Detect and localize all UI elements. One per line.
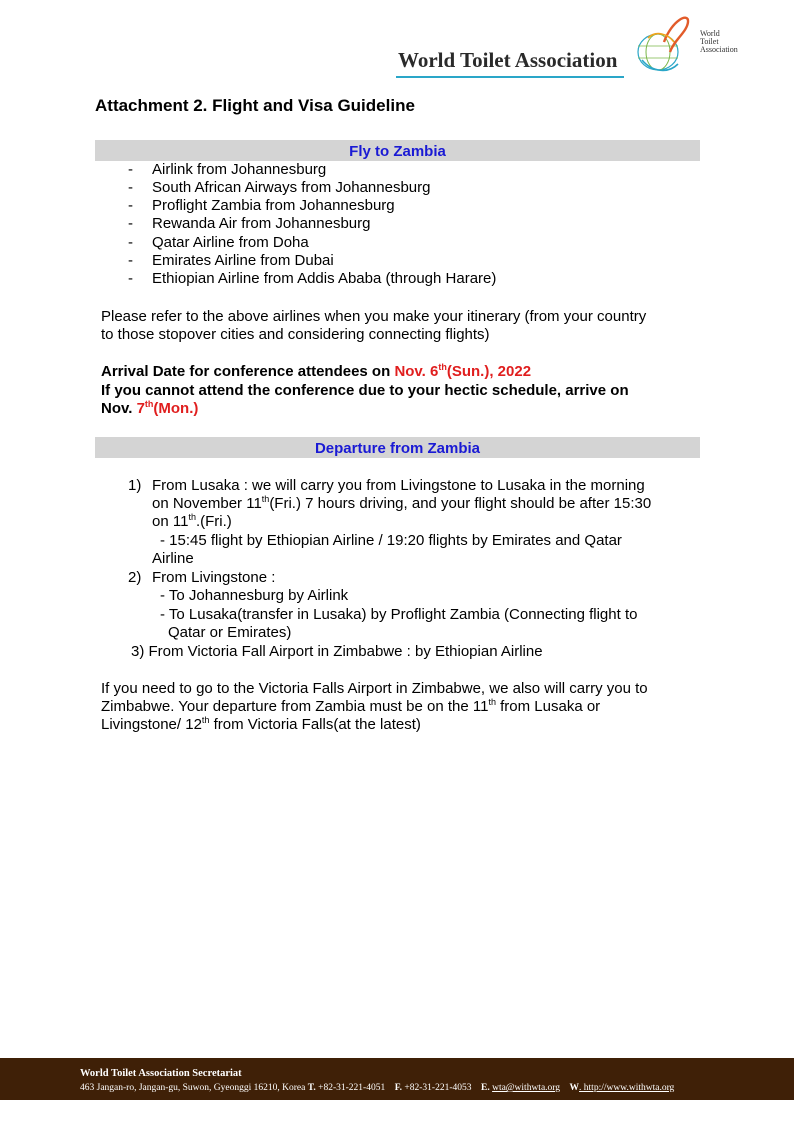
departure-item-line: 3) From Victoria Fall Airport in Zimbabwe : by Ethiopian Airline bbox=[131, 643, 543, 660]
list-item: Ethiopian Airline from Addis Ababa (through Harare) bbox=[152, 270, 497, 287]
ordinal-suffix: th bbox=[188, 512, 196, 522]
departure-item-line: Qatar or Emirates) bbox=[168, 624, 292, 641]
footer-address: 463 Jangan-ro, Jangan-gu, Suwon, Gyeonggi 16210, Korea bbox=[80, 1083, 308, 1093]
text-run: on 11 bbox=[152, 513, 189, 530]
itinerary-note-line: Please refer to the above airlines when you make your itinerary (from your country bbox=[101, 308, 647, 325]
footer-contact bbox=[80, 1083, 674, 1093]
text-run: (Fri.) 7 hours driving, and your flight should be after 15:30 bbox=[269, 495, 652, 512]
footer-email-link[interactable]: wta@withwta.org bbox=[492, 1083, 561, 1093]
departure-item-line: From Lusaka : we will carry you from Livingstone to Lusaka in the morning bbox=[152, 477, 645, 494]
arrival-date-line bbox=[101, 363, 531, 381]
header-rule bbox=[396, 76, 624, 78]
ordinal-suffix: th bbox=[438, 362, 447, 372]
departure-item-line bbox=[152, 495, 651, 513]
cannot-attend-line: If you cannot attend the conference due to your hectic schedule, arrive on bbox=[101, 382, 629, 399]
bullet-dash: - bbox=[128, 252, 133, 269]
text-run: from Lusaka or bbox=[495, 698, 601, 715]
logo-text-line: Toilet bbox=[700, 37, 719, 46]
bullet-dash: - bbox=[128, 161, 133, 178]
document-title: Attachment 2. Flight and Visa Guideline bbox=[95, 96, 415, 115]
footer-website-link[interactable]: . http://www.withwta.org bbox=[579, 1083, 675, 1093]
ordinal-suffix: th bbox=[488, 697, 496, 707]
closing-line: If you need to go to the Victoria Falls Airport in Zimbabwe, we also will carry you to bbox=[101, 680, 648, 697]
departure-item-line bbox=[152, 513, 232, 531]
arrival-date: Nov. 6 bbox=[394, 363, 439, 380]
text-run: .(Fri.) bbox=[195, 513, 232, 530]
list-number: 1) bbox=[128, 477, 142, 494]
ordinal-suffix: th bbox=[144, 399, 154, 409]
text-run: from Victoria Falls(at the latest) bbox=[209, 716, 421, 733]
bullet-dash: - bbox=[128, 179, 133, 196]
list-number: 2) bbox=[128, 569, 142, 586]
departure-section-heading: Departure from Zambia bbox=[95, 437, 700, 458]
email-label: E. bbox=[481, 1083, 490, 1093]
closing-line bbox=[101, 716, 421, 734]
list-item: Airlink from Johannesburg bbox=[152, 161, 327, 178]
bullet-dash: - bbox=[128, 215, 133, 232]
bullet-dash: - bbox=[128, 234, 133, 251]
departure-item-line: - To Lusaka(transfer in Lusaka) by Proflight Zambia (Connecting flight to bbox=[160, 606, 638, 623]
alternate-arrival-date: 7 bbox=[136, 400, 145, 417]
fly-section-heading: Fly to Zambia bbox=[95, 140, 700, 161]
bullet-dash: - bbox=[128, 270, 133, 287]
alternate-arrival-day: (Mon.) bbox=[153, 400, 199, 417]
footer-phone: +82-31-221-4051 bbox=[315, 1083, 386, 1093]
footer-title: World Toilet Association Secretariat bbox=[80, 1068, 242, 1079]
logo-text-line: World bbox=[700, 29, 720, 38]
departure-item-line: - To Johannesburg by Airlink bbox=[160, 587, 349, 604]
fax-label: F. bbox=[394, 1083, 403, 1093]
arrival-prefix: Arrival Date for conference attendees on bbox=[101, 363, 395, 380]
footer-fax: +82-31-221-4053 bbox=[402, 1083, 472, 1093]
list-item: South African Airways from Johannesburg bbox=[152, 179, 431, 196]
departure-item-line: - 15:45 flight by Ethiopian Airline / 19:20 flights by Emirates and Qatar bbox=[160, 532, 622, 549]
departure-item-line: Airline bbox=[152, 550, 194, 567]
departure-item-line: From Livingstone : bbox=[152, 569, 276, 586]
text-run: Zimbabwe. Your departure from Zambia must be on the 11 bbox=[101, 698, 489, 715]
bullet-dash: - bbox=[128, 197, 133, 214]
wta-logo-icon bbox=[634, 12, 696, 78]
arrival-date-day: (Sun.), 2022 bbox=[446, 363, 532, 380]
list-item: Rewanda Air from Johannesburg bbox=[152, 215, 371, 232]
cannot-attend-prefix: Nov. bbox=[101, 400, 137, 417]
itinerary-note-line: to those stopover cities and considering connecting flights) bbox=[101, 326, 490, 343]
cannot-attend-date-line bbox=[101, 400, 198, 418]
logo-text bbox=[700, 30, 738, 54]
organization-name: World Toilet Association bbox=[398, 48, 618, 72]
tel-label: T. bbox=[307, 1083, 316, 1093]
closing-line bbox=[101, 698, 600, 716]
list-item: Emirates Airline from Dubai bbox=[152, 252, 334, 269]
ordinal-suffix: th bbox=[201, 715, 210, 725]
footer-bar bbox=[0, 1058, 794, 1100]
web-label: W bbox=[569, 1083, 580, 1093]
logo-text-line: Association bbox=[700, 45, 738, 54]
list-item: Qatar Airline from Doha bbox=[152, 234, 309, 251]
text-run: on November 11 bbox=[152, 495, 262, 512]
ordinal-suffix: th bbox=[261, 494, 270, 504]
list-item: Proflight Zambia from Johannesburg bbox=[152, 197, 395, 214]
text-run: Livingstone/ 12 bbox=[101, 716, 202, 733]
